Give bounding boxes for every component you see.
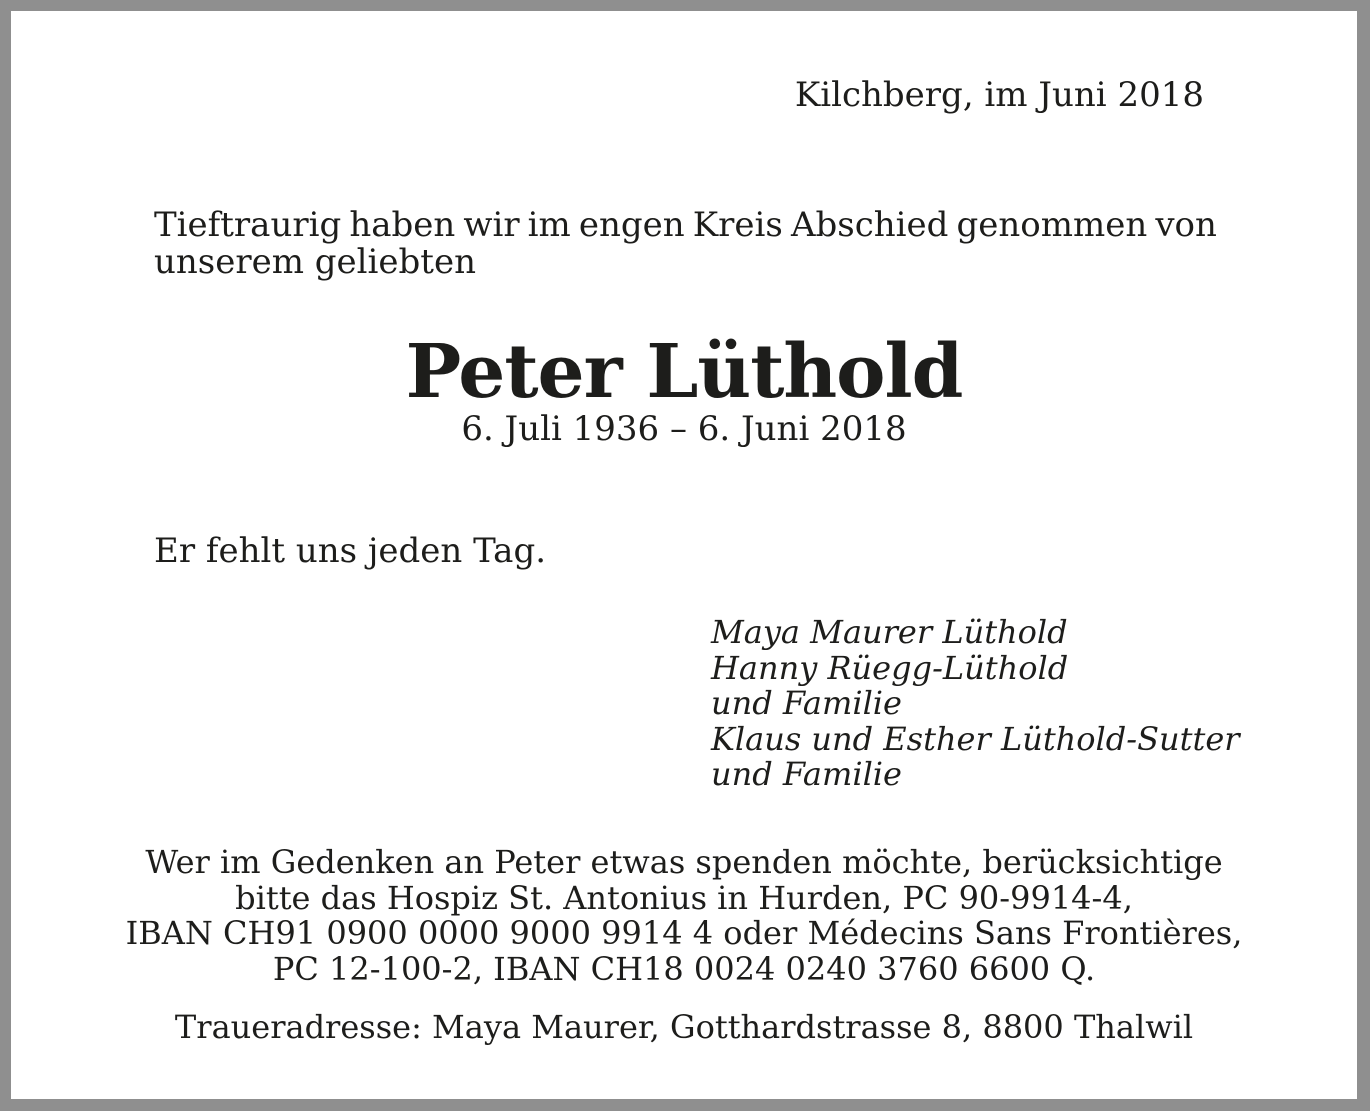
intro-word: wir [463, 205, 520, 245]
donation-notice [11, 845, 1357, 987]
place-date: Kilchberg, im Juni 2018 [794, 75, 1204, 115]
mourning-address: Traueradresse: Maya Maurer, Gotthardstrasse 8, 8800 Thalwil [174, 1008, 1194, 1046]
obituary-notice [11, 11, 1357, 1099]
intro-word: engen [578, 205, 685, 245]
intro-word: Abschied [790, 205, 949, 245]
donation-line: IBAN CH91 0900 0000 9000 9914 4 oder Médecins Sans Frontières, [125, 914, 1243, 952]
donation-line: Wer im Gedenken an Peter etwas spenden möchte, berücksichtige [145, 843, 1223, 881]
intro-line-2: unserem geliebten [154, 242, 476, 282]
intro-word: im [527, 205, 571, 245]
donation-line: PC 12-100-2, IBAN CH18 0024 0240 3760 6600 Q. [272, 949, 1096, 988]
deceased-name: Peter Lüthold [405, 329, 963, 415]
intro-word: genommen [956, 205, 1148, 245]
remembrance-line: Er fehlt uns jeden Tag. [154, 531, 547, 571]
intro-text [154, 207, 1217, 281]
mourner-line: und Familie [711, 755, 902, 793]
intro-line-1 [154, 207, 1217, 244]
intro-word: Tieftraurig [154, 205, 342, 245]
mourner-line: Maya Maurer Lüthold [711, 613, 1068, 651]
intro-word: haben [349, 205, 456, 245]
mourner-line: Hanny Rüegg-Lüthold [711, 648, 1069, 687]
mourner-line: Klaus und Esther Lüthold-Sutter [711, 719, 1240, 758]
intro-word: von [1155, 205, 1217, 245]
life-dates: 6. Juli 1936 – 6. Juni 2018 [461, 409, 907, 449]
donation-line: bitte das Hospiz St. Antonius in Hurden, PC 90-9914-4, [235, 878, 1133, 917]
mourners-list [711, 615, 1240, 793]
intro-word: Kreis [692, 205, 783, 245]
mourner-line: und Familie [711, 684, 902, 722]
